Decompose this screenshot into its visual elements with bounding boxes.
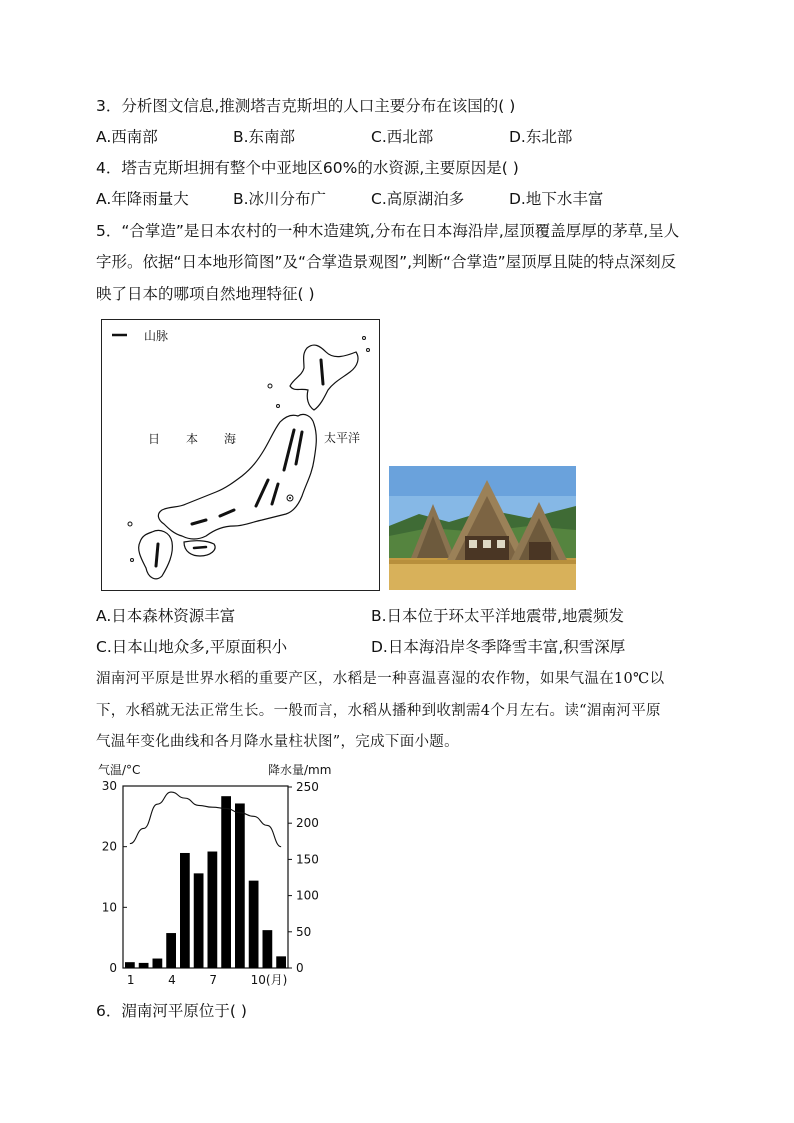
precip-bar-11	[263, 930, 273, 968]
precip-bar-2	[139, 963, 149, 968]
q6-stem: 6．湄南河平原位于( )	[96, 1002, 247, 1020]
island-dot-2	[367, 349, 370, 352]
q4-option-b: B.冰川分布广	[233, 190, 327, 208]
right-tick-label-100: 100	[296, 888, 319, 903]
precip-bar-6	[194, 873, 204, 968]
precip-bar-4	[166, 933, 176, 968]
chugoku-range-line	[220, 510, 234, 516]
climate-chart	[90, 758, 360, 993]
q3-stem: 3．分析图文信息,推测塔吉克斯坦的人口主要分布在该国的( )	[96, 97, 516, 115]
island-dot-6	[131, 559, 134, 562]
legend-label: 山脉	[144, 329, 169, 343]
q3-option-a: A.西南部	[96, 128, 158, 146]
q5-option-c: C.日本山地众多,平原面积小	[96, 638, 288, 656]
left-tick-label-30: 30	[101, 779, 117, 793]
x-tick-label-4: 4	[168, 973, 176, 987]
q3-option-d: D.东北部	[509, 128, 573, 146]
island-dot-1	[363, 337, 366, 340]
x-tick-label-7: 7	[209, 973, 218, 987]
x-tick-label-1: 1	[126, 973, 135, 987]
alps-range-line	[256, 480, 268, 506]
hokkaido-outline	[290, 345, 358, 410]
precip-bar-12	[276, 956, 286, 968]
q3-option-c: C.西北部	[371, 128, 434, 146]
left-axis-label: 气温/°C	[98, 763, 141, 777]
q5-stem-line-1: 5．“合掌造”是日本农村的一种木造建筑,分布在日本海沿岸,屋顶覆盖厚厚的茅草,呈人	[96, 222, 680, 240]
sea-of-japan-char-3: 海	[224, 432, 237, 446]
pacific-ocean-label: 太平洋	[324, 431, 361, 445]
right-tick-label-250: 250	[296, 780, 319, 794]
precip-bar-1	[125, 962, 135, 968]
gassho-photo-drawing	[389, 466, 576, 590]
gassho-zukuri-photo	[389, 466, 576, 590]
q4-option-d: D.地下水丰富	[509, 190, 604, 208]
kyushu-range-line	[156, 544, 158, 566]
passage-line-1: 湄南河平原是世界水稻的重要产区，水稻是一种喜温喜湿的农作物，如果气温在10℃以	[96, 671, 665, 687]
q4-option-c: C.高原湖泊多	[371, 190, 465, 208]
japan-map-drawing	[102, 320, 379, 590]
left-tick-label-10: 10	[101, 900, 117, 915]
right-tick-label-0: 0	[296, 961, 304, 975]
precip-bar-7	[208, 852, 218, 968]
japan-terrain-map	[101, 319, 380, 591]
temperature-curve	[130, 792, 281, 847]
right-tick-label-50: 50	[296, 924, 312, 939]
x-tick-label-10: 10(月)	[250, 973, 288, 987]
right-axis-label: 降水量/mm	[268, 763, 332, 777]
hokkaido-range-line	[321, 360, 323, 384]
precip-bar-5	[180, 853, 190, 968]
right-tick-label-150: 150	[296, 852, 319, 867]
q4-stem: 4．塔吉克斯坦拥有整个中亚地区60%的水资源,主要原因是( )	[96, 159, 519, 177]
precip-bar-10	[249, 881, 259, 968]
sea-of-japan-char-2: 本	[186, 432, 199, 446]
passage-line-2: 下，水稻就无法正常生长。一般而言，水稻从播种到收割需4个月左右。读“湄南河平原	[96, 703, 661, 719]
island-dot-5	[128, 522, 132, 526]
passage-line-3: 气温年变化曲线和各月降水量柱状图”，完成下面小题。	[96, 734, 459, 750]
precip-bar-8	[221, 796, 231, 968]
q4-option-a: A.年降雨量大	[96, 190, 189, 208]
chugoku-range-line-2	[192, 520, 206, 524]
climate-chart-svg	[90, 758, 360, 993]
island-dot-3	[268, 384, 272, 388]
q5-option-b: B.日本位于环太平洋地震带,地震频发	[371, 607, 624, 625]
precip-bar-3	[153, 959, 163, 968]
precip-bar-9	[235, 803, 245, 968]
alps-range-line-2	[272, 484, 278, 504]
shikoku-range-line	[194, 547, 206, 548]
q5-option-d: D.日本海沿岸冬季降雪丰富,积雪深厚	[371, 638, 626, 656]
q3-option-b: B.东南部	[233, 128, 296, 146]
tohoku-range-line-2	[296, 432, 302, 464]
left-tick-label-0: 0	[109, 961, 117, 975]
q5-stem-line-2: 字形。依据“日本地形简图”及“合掌造景观图”,判断“合掌造”屋顶厚且陡的特点深刻反	[96, 253, 677, 271]
sea-of-japan-char-1: 日	[148, 432, 161, 446]
island-dot-4	[277, 405, 280, 408]
tokyo-marker-dot	[289, 497, 291, 499]
tohoku-range-line	[284, 430, 294, 470]
q5-stem-line-3: 映了日本的哪项自然地理特征( )	[96, 285, 315, 303]
left-tick-label-20: 20	[101, 839, 117, 854]
right-tick-label-200: 200	[296, 816, 319, 831]
q5-option-a: A.日本森林资源丰富	[96, 607, 236, 625]
